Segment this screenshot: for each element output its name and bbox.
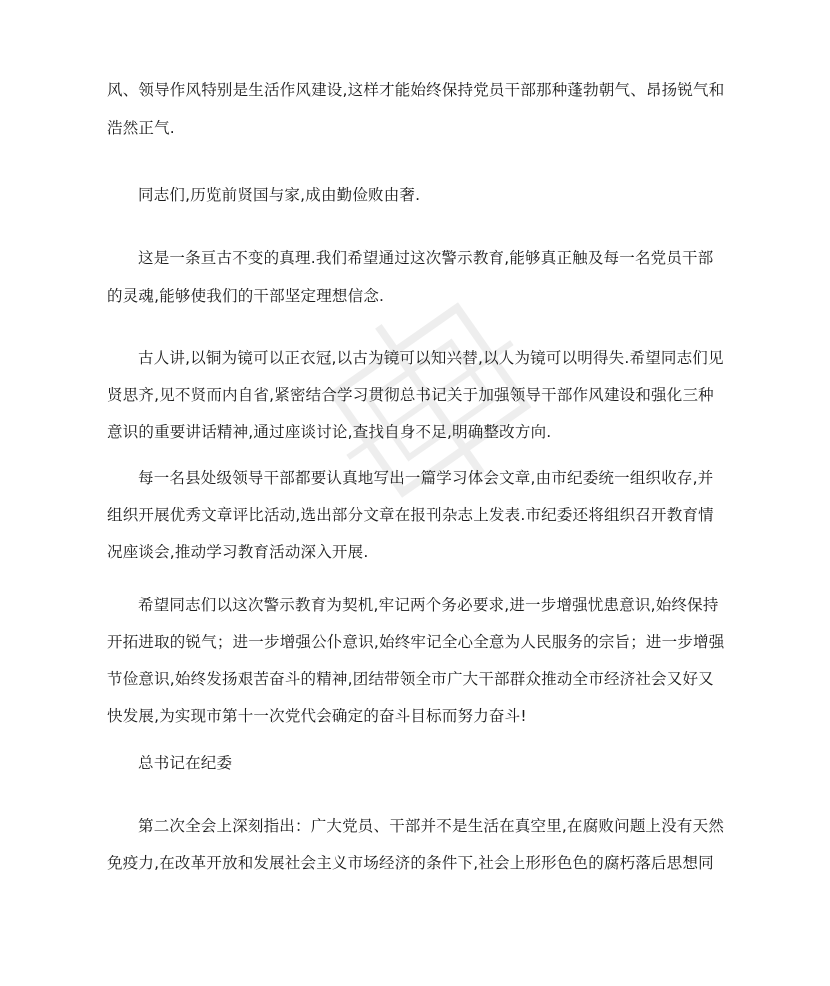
paragraph-5: [107, 463, 727, 567]
paragraph-line: 浩然正气.: [107, 119, 175, 137]
paragraph-1: [107, 75, 727, 143]
paragraph-line: 开拓进取的锐气；进一步增强公仆意识,始终牢记全心全意为人民服务的宗旨；进一步增强: [107, 633, 725, 651]
paragraph-line: 每一名县处级领导干部都要认真地写出一篇学习体会文章,由市纪委统一组织收存,并: [138, 469, 714, 487]
paragraph-line: 组织开展优秀文章评比活动,选出部分文章在报刊杂志上发表.市纪委还将组织召开教育情: [107, 506, 714, 524]
paragraph-line: 风、领导作风特别是生活作风建设,这样才能始终保持党员干部那种蓬勃朝气、昂扬锐气和: [107, 81, 725, 99]
paragraph-8: [107, 811, 727, 878]
paragraph-line: 这是一条亘古不变的真理.我们希望通过这次警示教育,能够真正触及每一名党员干部: [138, 249, 714, 267]
paragraph-6: [107, 590, 727, 731]
paragraph-7: [107, 748, 727, 778]
paragraph-line: 免疫力,在改革开放和发展社会主义市场经济的条件下,社会上形形色色的腐朽落后思想同: [107, 854, 714, 872]
paragraph-line: 第二次全会上深刻指出：广大党员、干部并不是生活在真空里,在腐败问题上没有天然: [138, 817, 725, 835]
paragraph-line: 希望同志们以这次警示教育为契机,牢记两个务必要求,进一步增强忧患意识,始终保持: [138, 596, 719, 614]
paragraph-line: 古人讲,以铜为镜可以正衣冠,以古为镜可以知兴替,以人为镜可以明得失.希望同志们见: [138, 349, 724, 367]
paragraph-line: 总书记在纪委: [138, 754, 233, 772]
paragraph-3: [107, 243, 727, 311]
paragraph-4: [107, 343, 727, 447]
paragraph-line: 节俭意识,始终发扬艰苦奋斗的精神,团结带领全市广大干部群众推动全市经济社会又好又: [107, 670, 714, 688]
paragraph-line: 贤思齐,见不贤而内自省,紧密结合学习贯彻总书记关于加强领导干部作风建设和强化三种: [107, 386, 714, 404]
paragraph-line: 意识的重要讲话精神,通过座谈讨论,查找自身不足,明确整改方向.: [107, 423, 552, 441]
paragraph-line: 快发展,为实现市第十一次党代会确定的奋斗目标而努力奋斗!: [107, 707, 527, 725]
paragraph-2: [107, 180, 727, 210]
paragraph-line: 况座谈会,推动学习教育活动深入开展.: [107, 543, 369, 561]
paragraph-line: 同志们,历览前贤国与家,成由勤俭败由奢.: [138, 186, 421, 204]
paragraph-line: 的灵魂,能够使我们的干部坚定理想信念.: [107, 287, 385, 305]
